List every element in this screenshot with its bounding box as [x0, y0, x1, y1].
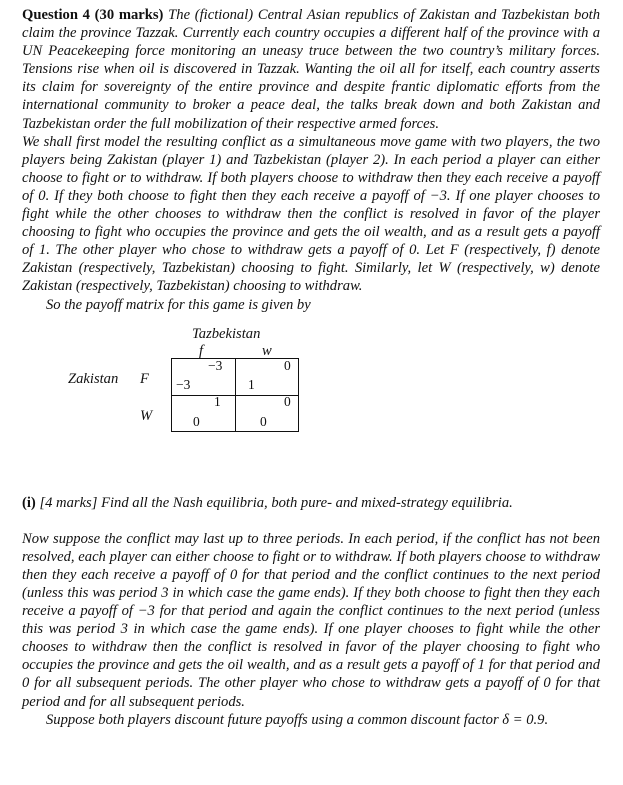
cell-Ww-payoff-p2: 0 [284, 393, 291, 409]
intro-text: The (fictional) Central Asian republics of Zakistan and Tazbekistan both claim the province Tazzak. Currently each country occupies a different half of the province with a UN Peacekeeping force monitoring an uneasy truce between the two country’s military forces. Tensions rise when oil is discovered in Tazzak. Wanting the oil all for itself, each country asserts its claim for sovereignty of the entire province and despite frantic diplomatic efforts from the international community to broker a peace deal, the talks break down and both Zakistan and Tazbekistan order the full mobilization of their respective armed forces. [22, 7, 600, 132]
part-i-text: Find all the Nash equilibria, both pure- and mixed-strategy equilibria. [101, 494, 513, 511]
payoff-grid [171, 358, 299, 432]
row-strategy-F: F [140, 370, 149, 387]
question-document [22, 6, 600, 729]
row-player-label: Zakistan [68, 370, 119, 387]
extension-paragraph: Now suppose the conflict may last up to three periods. In each period, if the conflict has not been resolved, each player can either choose to fight or to withdraw. If both players choose to withdraw then they each receive a payoff of 0 for that period and the conflict continues to the next period (unless this was period 3 in which case the game ends). If they both choose to fight then they each receive a payoff of −3 for that period and again the conflict continues to the next period (unless this was period 3 in which case the game ends). If one player chooses to fight while the other chooses to withdraw then the conflict is resolved in favor of the player choosing to fight who occupies the province and gets the oil wealth, and as a result gets a payoff of 1 for that period and 0 for all subsequent periods. The other player who chose to withdraw gets a payoff of 0 for that period and for all subsequent periods. [22, 530, 600, 710]
matrix-intro: So the payoff matrix for this game is given by [46, 296, 311, 313]
payoff-matrix [22, 325, 600, 475]
grid-divider-horizontal [172, 395, 298, 396]
question-heading: Question 4 (30 marks) [22, 7, 164, 23]
part-i-marks: [4 marks] [39, 494, 98, 511]
cell-Wf-payoff-p1: 0 [193, 413, 200, 429]
column-player-label: Tazbekistan [192, 325, 261, 342]
cell-Ww-payoff-p1: 0 [260, 413, 267, 429]
cell-Ff-payoff-p1: −3 [176, 376, 191, 392]
row-strategy-W: W [140, 407, 153, 424]
cell-Fw-payoff-p2: 0 [284, 357, 291, 373]
discount-sentence: Suppose both players discount future payoffs using a common discount factor δ = 0.9. [46, 711, 549, 728]
part-i-label: (i) [22, 494, 36, 511]
intro-paragraph [22, 6, 600, 133]
cell-Wf-payoff-p2: 1 [214, 393, 221, 409]
cell-Fw-payoff-p1: 1 [248, 376, 255, 392]
part-i [22, 494, 600, 512]
model-paragraph: We shall first model the resulting conflict as a simultaneous move game with two players, the two players being Zakistan (player 1) and Tazbekistan (player 2). In each period a player can either choose to fight or to withdraw. If both players choose to withdraw then they each receive a payoff of 0. If they both choose to fight then they each receive a payoff of −3. If one player chooses to fight while the other chooses to withdraw then the conflict is resolved in favor of the player choosing to fight who occupies the province and gets the oil wealth, and as a result gets a payoff of 1. The other player who chose to withdraw gets a payoff of 0. Let F (respectively, f) denote Zakistan (respectively, Tazbekistan) choosing to fight. Similarly, let W (respectively, w) denote Zakistan (respectively, Tazbekistan) choosing to withdraw. [22, 133, 600, 295]
column-strategy-f: f [199, 342, 204, 359]
cell-Ff-payoff-p2: −3 [208, 357, 223, 373]
column-strategy-w: w [262, 342, 272, 359]
